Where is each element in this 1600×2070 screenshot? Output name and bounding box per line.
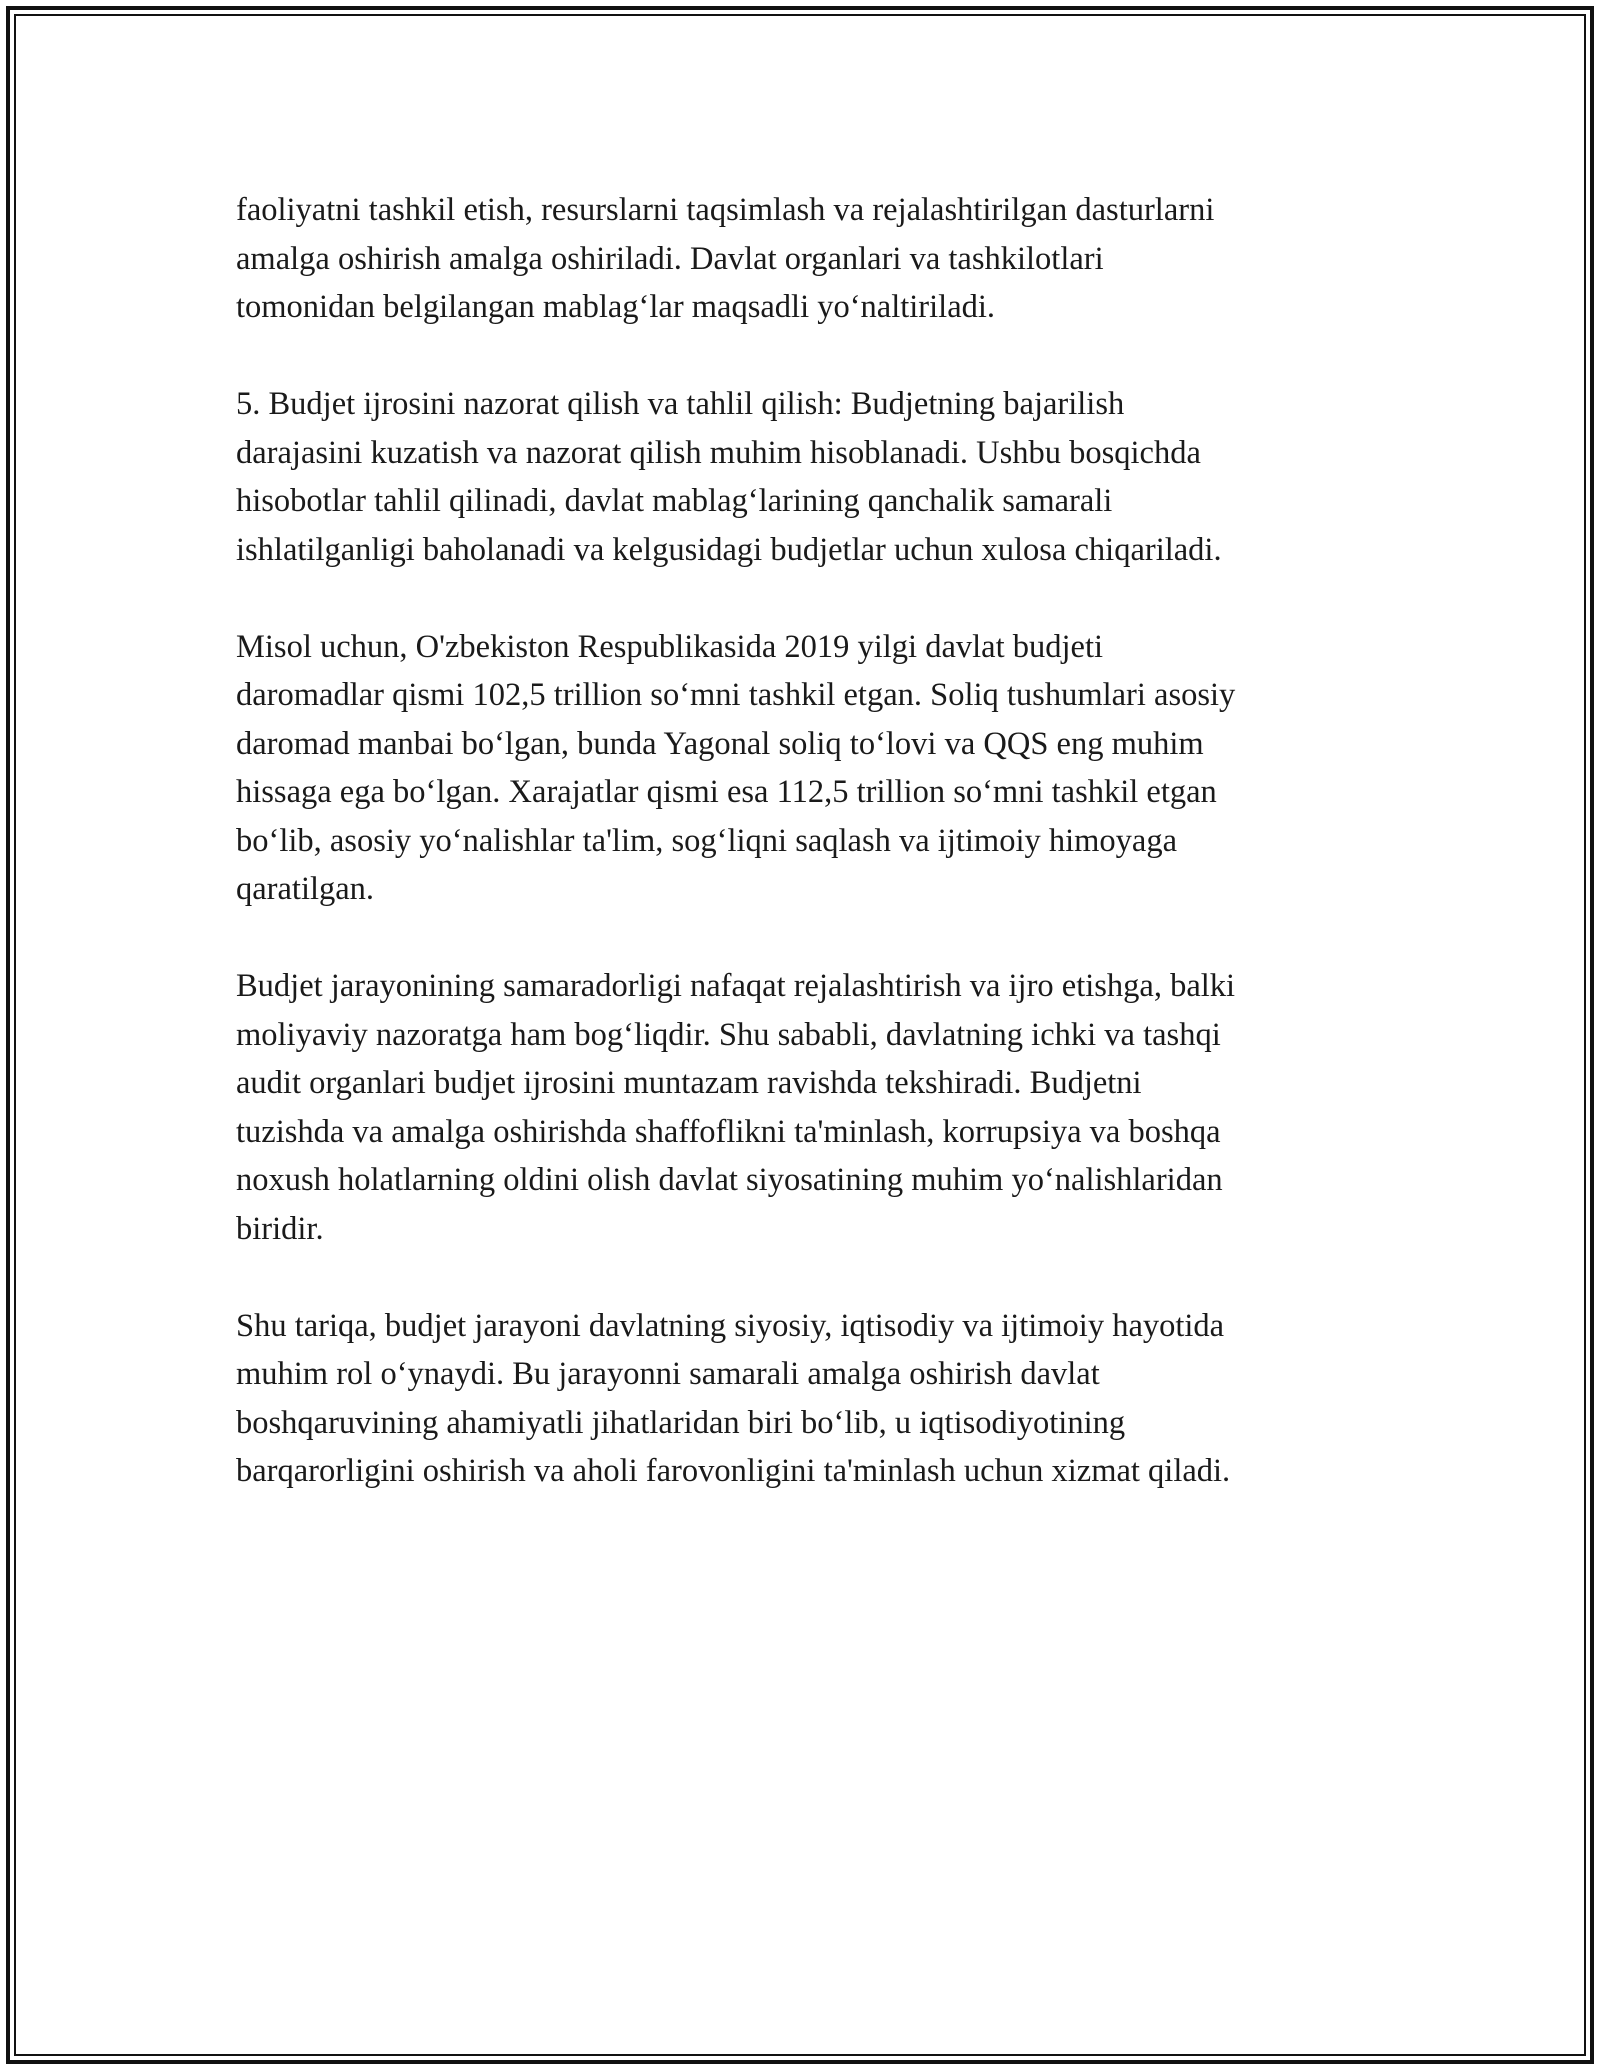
text-line: bo‘lib, asosiy yo‘nalishlar ta'lim, sog‘liqni saqlash va ijtimoiy himoyaga (236, 822, 1178, 859)
text-line: boshqaruvining ahamiyatli jihatlaridan biri bo‘lib, u iqtisodiyotining (236, 1404, 1126, 1441)
text-line: ishlatilganligi baholanadi va kelgusidagi budjetlar uchun xulosa chiqariladi. (236, 531, 1222, 568)
text-line: Misol uchun, O'zbekiston Respublikasida 2019 yilgi davlat budjeti (236, 628, 1104, 665)
text-line: moliyaviy nazoratga ham bog‘liqdir. Shu sababli, davlatning ichki va tashqi (236, 1016, 1221, 1053)
text-line: hisobotlar tahlil qilinadi, davlat mablag‘larining qanchalik samarali (236, 483, 1113, 519)
text-line: 5. Budjet ijrosini nazorat qilish va tahlil qilish: Budjetning bajarilish (236, 386, 1125, 422)
text-line: barqarorligini oshirish va aholi farovonligini ta'minlash uchun xizmat qiladi. (236, 1453, 1231, 1489)
text-line: hissaga ega bo‘lgan. Xarajatlar qismi esa 112,5 trillion so‘mni tashkil etgan (236, 774, 1217, 810)
paragraph-1 (236, 186, 1376, 332)
text-line: biridir. (236, 1210, 324, 1247)
text-line: daromad manbai bo‘lgan, bunda Yagonal soliq to‘lovi va QQS eng muhim (236, 725, 1204, 762)
text-line: Budjet jarayonining samaradorligi nafaqat rejalashtirish va ijro etishga, balki (236, 968, 1236, 1004)
text-line: tomonidan belgilangan mablag‘lar maqsadli yo‘naltiriladi. (236, 289, 996, 325)
text-line: amalga oshirish amalga oshiriladi. Davlat organlari va tashkilotlari (236, 240, 1104, 277)
document-body (236, 186, 1376, 1544)
paragraph-2 (236, 380, 1376, 574)
text-line: noxush holatlarning oldini olish davlat siyosatining muhim yo‘nalishlaridan (236, 1162, 1223, 1198)
text-line: muhim rol o‘ynaydi. Bu jarayonni samarali amalga oshirish davlat (236, 1356, 1100, 1392)
text-line: faoliyatni tashkil etish, resurslarni taqsimlash va rejalashtirilgan dasturlarni (236, 192, 1215, 228)
paragraph-4 (236, 962, 1376, 1253)
paragraph-5 (236, 1302, 1376, 1496)
text-line: qaratilgan. (236, 871, 375, 907)
text-line: audit organlari budjet ijrosini muntazam ravishda tekshiradi. Budjetni (236, 1065, 1142, 1101)
text-line: daromadlar qismi 102,5 trillion so‘mni tashkil etgan. Soliq tushumlari asosiy (236, 677, 1236, 713)
paragraph-3 (236, 623, 1376, 914)
text-line: Shu tariqa, budjet jarayoni davlatning siyosiy, iqtisodiy va ijtimoiy hayotida (236, 1307, 1225, 1344)
text-line: darajasini kuzatish va nazorat qilish muhim hisoblanadi. Ushbu bosqichda (236, 434, 1201, 471)
text-line: tuzishda va amalga oshirishda shaffoflikni ta'minlash, korrupsiya va boshqa (236, 1113, 1221, 1150)
